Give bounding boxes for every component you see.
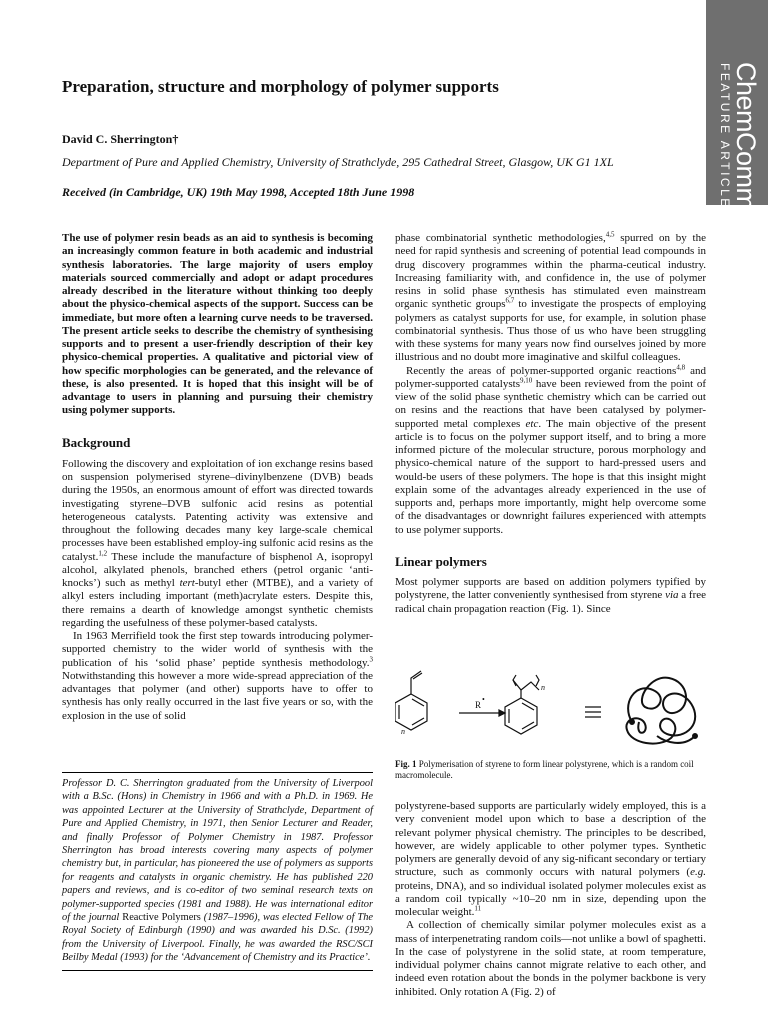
reagent-label: R — [475, 700, 482, 710]
paragraph-spaghetti: A collection of chemically similar polymer molecules exist as a mass of interpenetrating random coils—not unlike a bowl of spaghetti. In the case of polystyrene in the solid state, at room temperature, individual polymer chains cannot migrate relative to each other, and indeed even rotation about the bonds in the polymer backbone is very inhibited. Only rotation A (Fig. 2) of — [395, 919, 706, 998]
author-name: David C. Sherrington† — [62, 132, 179, 146]
repeat-bracket-right — [536, 675, 539, 686]
polymer-backbone — [513, 680, 539, 690]
styrene-vinyl-group — [411, 671, 422, 694]
reference-superscript: 11 — [474, 904, 482, 913]
right-column — [395, 232, 706, 616]
linear-polymers-heading: Linear polymers — [395, 553, 487, 569]
journal-brand: ChemComm — [731, 62, 761, 210]
random-coil-chain-end — [693, 734, 698, 739]
text-run: to investigate the prospects of employing polymers as catalyst supports for use, for example, in solution phase combinatorial synthesis. Thus those of us who have been struggling with these systems for many years now find ourselves joined by more illustrious and no doubt more imaginative and skilful colleagues. — [395, 298, 706, 364]
text-run: These include the manufacture of bisphenol A, isopropyl alcohol, alkylated phenols, branched ethers (petrol organic ‘anti-knocks’) such as methyl — [62, 550, 373, 589]
text-run: Most polymer supports are based on addition polymers typified by polystyrene, the latter conveniently synthesised from styrene — [395, 576, 706, 602]
figure-1-polymerisation-scheme — [395, 664, 706, 750]
author-affiliation: Department of Pure and Applied Chemistry, University of Strathclyde, 295 Cathedral Street, Glasgow, UK G1 1XL — [62, 155, 614, 169]
author-biography — [62, 772, 373, 971]
paragraph-objective — [395, 362, 706, 537]
text-run: Following the discovery and exploitation of ion exchange resins based on suspension polymerised styrene–divinylbenzene (DVB) beads during the 1950s, an enormous amount of effort was directed towards investigating styrene–DVB sulfonic acid resins as potential heterogeneous catalysts. Patenting activity was extensive and throughout the following decades many key large-scale chemical processes have been established employ-ing sulfonic acid resins as the catalyst. — [62, 457, 373, 563]
random-coil-chain — [626, 678, 695, 744]
text-run: . The main objective of the present article is to focus on the polymer support itself, and to bring a more informed picture of the molecular structure, porous morphology and physico-chemical nature of the support to hard-pressed users and would-be users of these polymers. The hope is that this insight might explain some of the advantages already experienced in the use of supports and, perhaps more importantly, might help overcome some of the disadvantages or downright failures experienced with attempts to use polymer supports. — [395, 417, 706, 536]
paragraph-combinatorial — [395, 232, 706, 365]
italic-text: tert — [179, 577, 195, 589]
background-paragraph-1 — [62, 458, 373, 630]
text-run: Recently the areas of polymer-supported organic reactions — [406, 364, 677, 377]
figure-1-caption — [395, 759, 706, 780]
text-run: polystyrene-based supports are particularly widely employed, this is a very convenient model upon which to base a description of the relevant polymer physical chemistry. The principles to be described, however, are widely applicable to other polymer types. Synthetic polymers are generally devoid of any sig-nificant secondary or tertiary structure, such as commonly occurs with natural polymers ( — [395, 800, 706, 879]
left-column — [62, 232, 373, 723]
reference-superscript: 4,5 — [605, 230, 615, 239]
text-run: and polymer-supported catalysts — [395, 364, 706, 390]
right-column-lower — [395, 800, 706, 999]
repeat-bracket-left — [513, 675, 516, 686]
polymer-subscript-n: n — [541, 683, 545, 692]
paragraph-linear-polymers — [395, 576, 706, 616]
journal-tab — [706, 0, 768, 210]
equivalence-symbol — [585, 707, 601, 717]
text-run: spurred on by the need for rapid synthesis and screening of potential lead compounds in drug discovery programmes within the pharma-ceutical industry. Increasing familiarity with, and confidence in, the use of polymer resins in solid phase synthesis has stimulated even mainstream organic synthetic groups — [395, 232, 706, 311]
styrene-benzene-ring — [395, 694, 427, 730]
journal-name: Reactive Polymers — [122, 912, 201, 924]
text-run: a free radical chain propagation reaction (Fig. 1). Since — [395, 589, 706, 615]
reference-superscript: 4,8 — [676, 362, 686, 371]
text-run: have been reviewed from the point of view of the solid phase synthetic chemistry which can be carried out on resins and the reactions that have been catalysed by polymer-supported metal complexes — [395, 377, 706, 430]
reference-superscript: 1,2 — [98, 548, 108, 557]
article-title: Preparation, structure and morphology of polymer supports — [62, 77, 499, 96]
reference-superscript: 9,10 — [519, 376, 533, 385]
caption-label: Fig. 1 — [395, 759, 417, 769]
bio-text: (1987–1996), was elected Fellow of The Royal Society of Edinburgh (1990) and was awarded his D.Sc. (1992) from the University of Liverpool. Finally, he was awarded the RSC/SCI Beilby Medal (1993) for the ‘Advancement of Chemistry and its Practice’. — [62, 912, 374, 964]
caption-text: Polymerisation of styrene to form linear polystyrene, which is a random coil macromolecule. — [395, 759, 694, 780]
monomer-subscript-n: n — [401, 727, 405, 736]
abstract: The use of polymer resin beads as an aid to synthesis is becoming an increasingly common feature in both academic and industrial synthesis laboratories. The large majority of users employ materials sourced commercially and adopt or adapt procedures already described in the literature without thinking too deeply about the physico-chemical aspects of the support. Success can be immediate, but more often a learning curve needs to be traversed. The present article seeks to describe the chemistry of synthesising supports and to present a user-friendly description of their key physico-chemical properties. A qualitative and pictorial view of how specific morphologies can be generated, and the relevance of these, is also presented. It is hoped that this insight will be of advantage to users in planning and pursuing their chemistry using polymer supports. — [62, 232, 373, 417]
received-date: Received (in Cambridge, UK) 19th May 1998, Accepted 18th June 1998 — [62, 185, 415, 199]
background-paragraph-2 — [62, 630, 373, 723]
text-run: Notwithstanding this however a more wide-spread appreciation of the advantages that polymer (and other) supports have to offer to synthesis has only really occurred in the last five years or so, with the explosion in the use of solid — [62, 669, 373, 722]
polymer-ring-double-bonds — [509, 703, 534, 729]
random-coil-chain-end — [630, 720, 635, 725]
background-heading: Background — [62, 434, 131, 450]
text-run: -butyl ether (MTBE), and a variety of alkyl esters including important (meth)acrylate esters. Despite this, there remains a dearth of knowledge amongst synthetic chemists regarding the usefulness of these polymer-based catalysts. — [62, 577, 373, 629]
radical-dot: • — [482, 695, 485, 704]
styrene-ring-double-bonds — [399, 699, 424, 725]
paragraph-random-coil — [395, 800, 706, 919]
reaction-arrowhead — [499, 710, 505, 716]
reference-superscript: 3 — [369, 654, 373, 663]
text-run: proteins, DNA), and so individual isolated polymer molecules exist as a random coil typically ~10–20 nm in size, depending upon the molecular weight. — [395, 879, 706, 918]
polymer-benzene-ring — [505, 698, 537, 734]
italic-text: via — [665, 589, 679, 602]
reference-superscript: 6,7 — [505, 296, 515, 305]
italic-text: etc — [525, 417, 539, 430]
journal-section: FEATURE ARTICLE — [718, 63, 732, 209]
bio-text: Professor D. C. Sherrington graduated from the University of Liverpool with a B.Sc. (Hons) in Chemistry in 1966 and with a Ph.D. in 1969. He was appointed Lecturer at the University of Strathclyde, Department of Pure and Applied Chemistry, in 1971, then Senior Lecturer and Reader, and finally Professor of Polymer Chemistry in 1987. Professor Sherrington has broad interests covering many aspects of polymer chemistry but, in particular, has pioneered the use of polymers as supports for reagents and catalysts in organic chemistry. He has published 220 papers and reviews, and is co-editor of two seminal research texts on polymer-supported species (1981 and 1988). He was international editor of the journal — [62, 778, 373, 924]
journal-tab-text — [718, 62, 760, 210]
italic-text: e.g. — [690, 866, 706, 879]
text-run: In 1963 Merrifield took the first step towards introducing polymer-supported chemistry to the wider world of synthesis with the publication of his ‘solid phase’ peptide synthesis methodology. — [62, 630, 373, 669]
text-run: phase combinatorial synthetic methodologies, — [395, 232, 606, 244]
